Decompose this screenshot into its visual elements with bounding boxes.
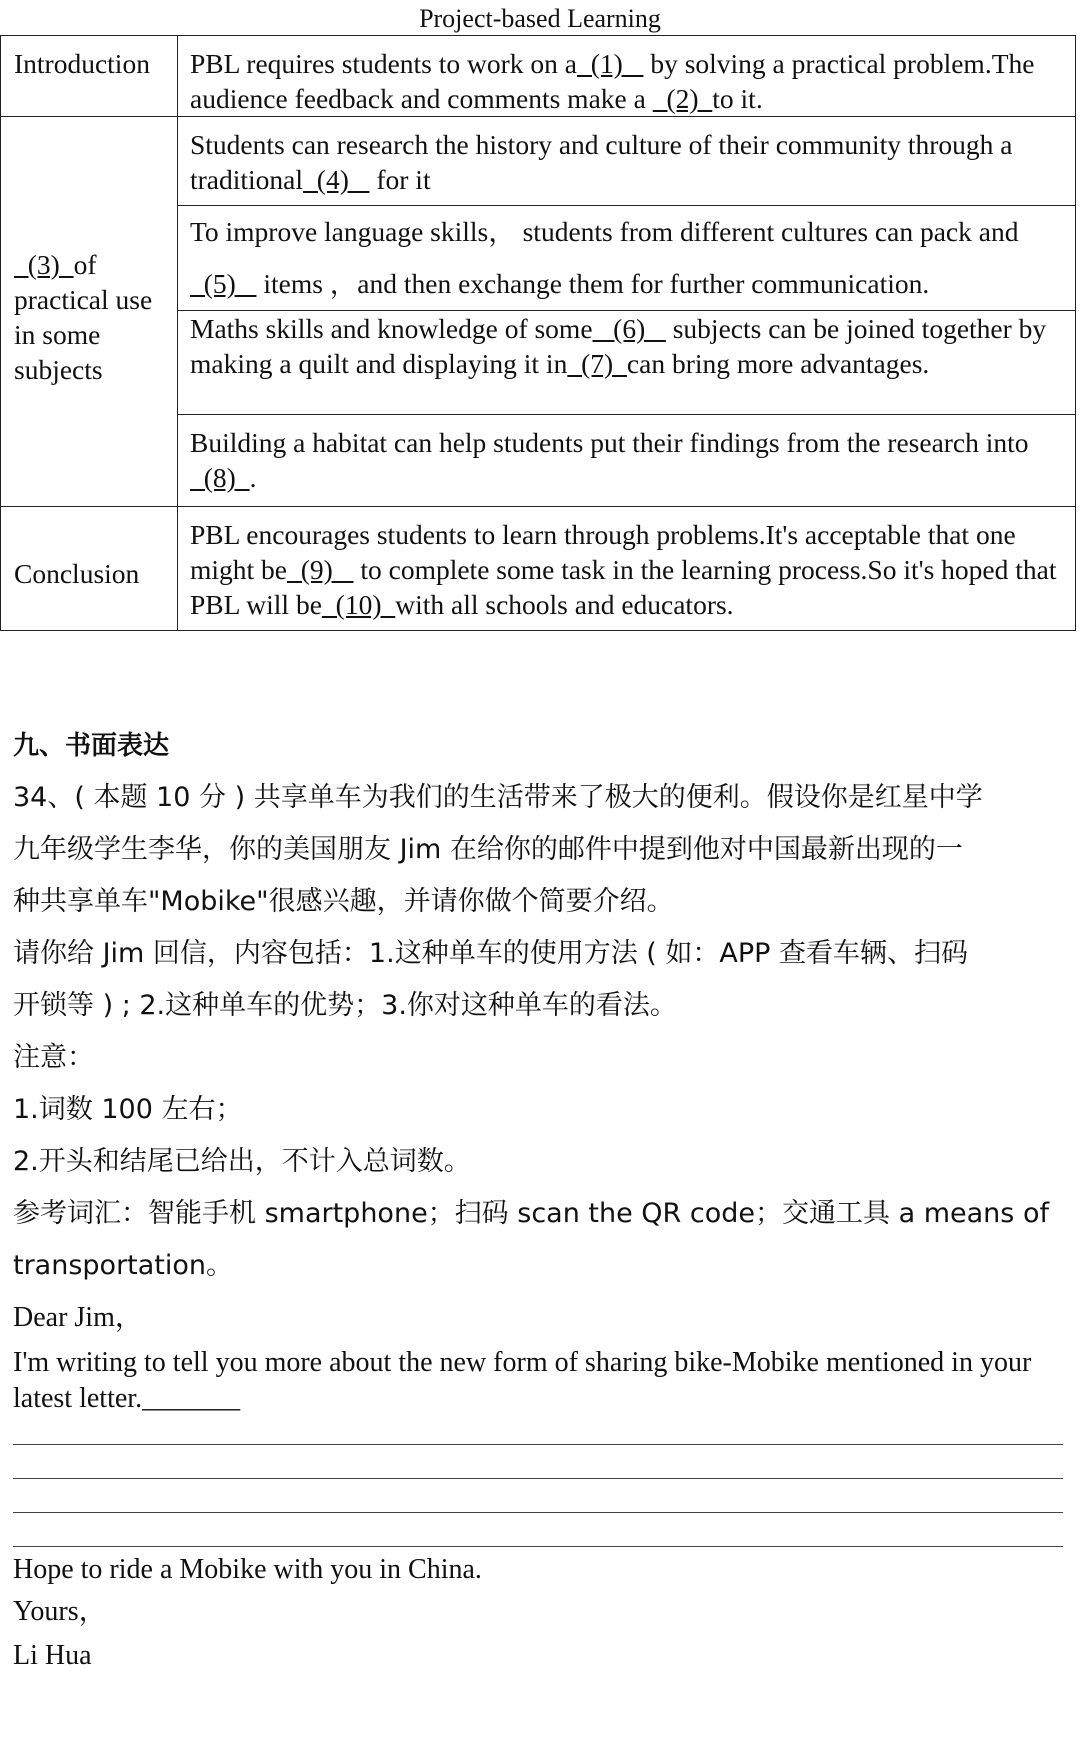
writing-line: [13, 1546, 1063, 1547]
blank-1: (1): [577, 48, 644, 79]
question-line: 2.开头和结尾已给出，不计入总词数。: [13, 1146, 471, 1177]
letter-closing: Hope to ride a Mobike with you in China.: [13, 1554, 482, 1585]
practical-use-label: [1, 117, 178, 507]
conclusion-text: with all schools and educators.: [395, 589, 734, 620]
conclusion-text: PBL encourages students to learn through problems.It's acceptable that one might be: [190, 519, 1016, 585]
language-cell: [178, 206, 1076, 311]
letter-opening: [13, 1345, 1073, 1417]
pbl-table: [0, 35, 1076, 631]
question-line: 九年级学生李华，你的美国朋友 Jim 在给你的邮件中提到他对中国最新出现的一: [13, 834, 963, 865]
habitat-text: .: [249, 462, 257, 493]
conclusion-text: to complete some task in the learning process.So it's hoped that PBL will be: [190, 554, 1057, 620]
letter-sign-off: Yours，: [13, 1596, 107, 1627]
section-title: 九、书面表达: [13, 731, 170, 761]
table-row: [1, 36, 1076, 117]
language-text: items ，and then exchange them for further communication.: [256, 268, 930, 299]
blank-6: (6): [592, 313, 666, 344]
intro-label: [1, 36, 178, 117]
writing-line: [13, 1478, 1063, 1479]
question-line: 开锁等 ) ; 2.这种单车的优势；3.你对这种单车的看法。: [13, 990, 677, 1021]
intro-text: PBL requires students to work on a: [190, 48, 577, 79]
letter-greeting: Dear Jim，: [13, 1302, 143, 1333]
maths-text: Maths skills and knowledge of some: [190, 313, 593, 344]
history-text: for it: [369, 164, 431, 195]
question-line: 请你给 Jim 回信，内容包括：1.这种单车的使用方法 ( 如：APP 查看车辆、扫码: [13, 938, 969, 969]
question-line: 34、( 本题 10 分 ) 共享单车为我们的生活带来了极大的便利。假设你是红星中学: [13, 782, 983, 813]
blank-10: (10): [321, 589, 396, 620]
intro-text: to it.: [712, 83, 763, 114]
table-row: [1, 507, 1076, 631]
maths-cell: [178, 311, 1076, 415]
blank-8: (8): [190, 462, 250, 493]
blank-2: (2): [652, 83, 713, 114]
practical-use-text: of practical use in some subjects: [14, 248, 153, 385]
history-text: Students can research the history and culture of their community through a traditional: [190, 129, 1013, 195]
question-line: transportation。: [13, 1250, 234, 1281]
conclusion-label-text: Conclusion: [14, 558, 140, 589]
conclusion-label: [1, 507, 178, 631]
blank-9: (9): [287, 554, 354, 585]
intro-cell: [178, 36, 1076, 117]
intro-label-text: Introduction: [14, 48, 150, 79]
question-line: 参考词汇：智能手机 smartphone；扫码 scan the QR code；交通工具 a means of: [13, 1198, 1049, 1229]
question-line: 1.词数 100 左右；: [13, 1094, 243, 1125]
conclusion-cell: [178, 507, 1076, 631]
blank-7: (7): [567, 348, 627, 379]
language-text: To improve language skills， students from different cultures can pack and: [190, 216, 1019, 247]
maths-text: subjects can be joined together by making a quilt and displaying it in: [190, 313, 1047, 379]
intro-text: by solving a practical problem.The audience feedback and comments make a: [190, 48, 1035, 114]
letter-opening-blank: _______: [142, 1383, 241, 1414]
blank-5: (5): [190, 268, 257, 299]
maths-text: can bring more advantages.: [626, 348, 930, 379]
letter-signature: Li Hua: [13, 1640, 92, 1671]
habitat-cell: [178, 415, 1076, 507]
writing-line: [13, 1444, 1063, 1445]
habitat-text: Building a habitat can help students put their findings from the research into: [190, 427, 1029, 458]
table-title: Project-based Learning: [419, 4, 661, 33]
question-line: 种共享单车"Mobike"很感兴趣，并请你做个简要介绍。: [13, 886, 674, 917]
writing-line: [13, 1512, 1063, 1513]
table-row: [1, 117, 1076, 206]
letter-opening-text: I'm writing to tell you more about the new form of sharing bike-Mobike mentioned in your latest letter.: [13, 1347, 1032, 1414]
history-cell: [178, 117, 1076, 206]
blank-3: (3): [14, 248, 74, 280]
question-line: 注意：: [13, 1042, 94, 1073]
blank-4: (4): [303, 164, 370, 195]
